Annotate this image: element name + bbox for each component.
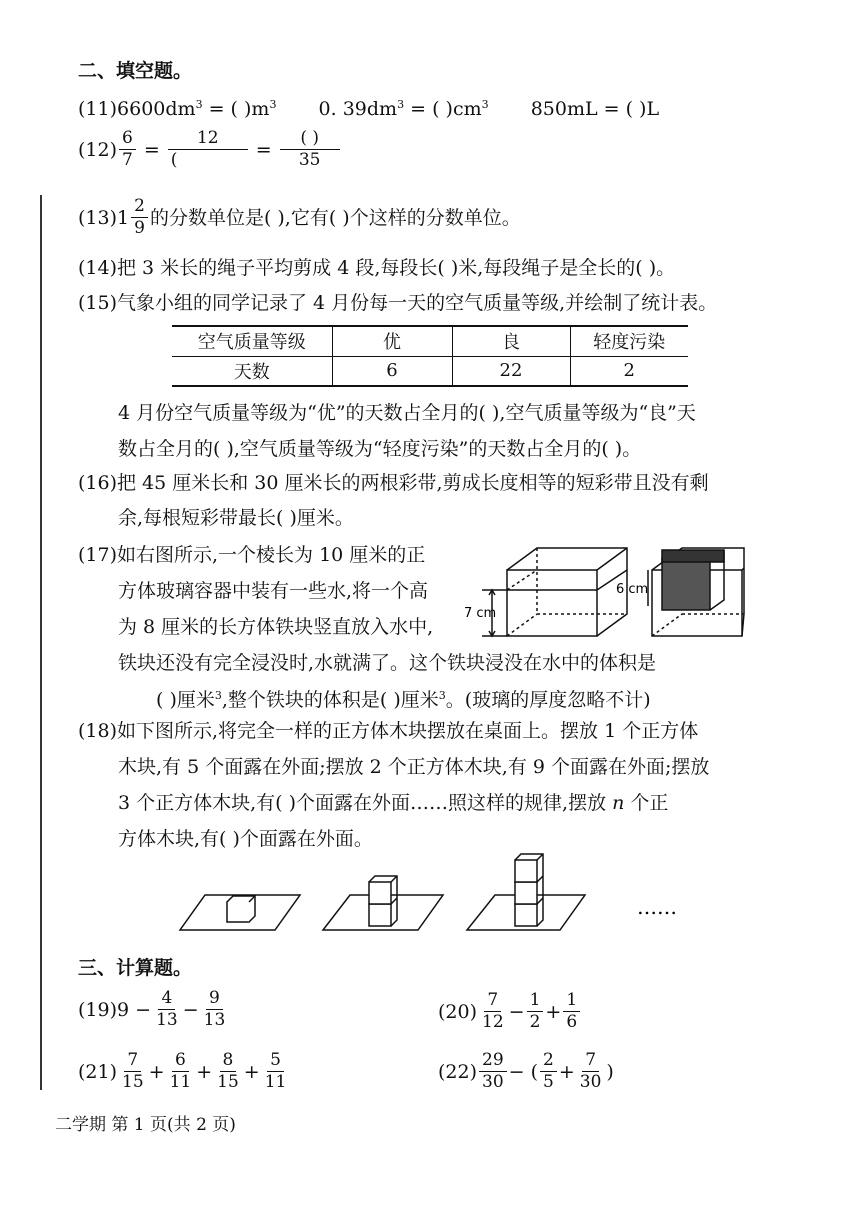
fraction xyxy=(527,992,544,1031)
question-14 xyxy=(78,255,675,281)
q18-line4: 方体木块,有( )个面露在外面。 xyxy=(118,828,373,850)
numerator: 2 xyxy=(540,1052,557,1072)
question-number: (11) xyxy=(78,98,118,120)
fraction xyxy=(119,1052,147,1091)
q18-line3 xyxy=(118,790,668,816)
numerator: 7 xyxy=(124,1052,141,1072)
stacked-cubes-figure xyxy=(175,850,775,940)
fraction xyxy=(563,992,580,1031)
fraction xyxy=(479,1052,507,1091)
numerator: 5 xyxy=(267,1052,284,1072)
q11-part1: 6600dm xyxy=(117,98,196,120)
table-header-row xyxy=(172,326,688,356)
denominator: 6 xyxy=(566,1012,578,1032)
cube-stack-2 xyxy=(369,876,397,926)
denominator: 13 xyxy=(156,1010,178,1030)
denominator: 7 xyxy=(122,150,133,170)
denominator: 12 xyxy=(482,1012,504,1032)
fraction xyxy=(262,1052,290,1091)
operator: − xyxy=(508,1000,525,1023)
denominator: 11 xyxy=(264,1072,287,1092)
q18-line3-text: 3 个正方体木块,有( )个面露在外面……照这样的规律,摆放 xyxy=(118,792,613,814)
question-number: (18) xyxy=(78,720,118,742)
question-11 xyxy=(78,92,659,122)
glass-cube-with-water xyxy=(482,548,627,636)
dimension-label-6cm: 6 cm xyxy=(616,582,649,597)
question-number: (13) xyxy=(78,206,118,229)
question-text: 如下图所示,将完全一样的正方体木块摆放在桌面上。摆放 1 个正方体 xyxy=(117,720,699,742)
q11-part2: 0. 39dm xyxy=(318,98,398,120)
denominator: 35 xyxy=(298,150,321,170)
numerator: 6 xyxy=(172,1052,189,1072)
q17-line4: 铁块还没有完全浸没时,水就满了。这个铁块浸没在水中的体积是 xyxy=(118,652,657,674)
numerator: 1 xyxy=(527,992,544,1012)
close-paren: ) xyxy=(606,1060,614,1083)
question-text: 气象小组的同学记录了 4 月份每一天的空气质量等级,并绘制了统计表。 xyxy=(117,292,718,314)
q18-line3-text-end: 个正 xyxy=(624,792,669,814)
question-18 xyxy=(78,718,698,744)
denominator: 30 xyxy=(482,1072,504,1092)
fraction xyxy=(201,990,229,1029)
question-19 xyxy=(78,990,230,1029)
question-number: (20) xyxy=(438,1000,478,1023)
question-number: (17) xyxy=(78,544,118,566)
question-22 xyxy=(438,1052,614,1091)
q17-note: 。(玻璃的厚度忽略不计) xyxy=(445,689,651,711)
denominator: 5 xyxy=(543,1072,554,1092)
section-2-title: 二、填空题。 xyxy=(78,60,193,82)
cube-stack-1 xyxy=(227,896,255,922)
dimension-label-7cm: 7 cm xyxy=(464,606,497,621)
table-cell: 轻度污染 xyxy=(570,326,688,356)
q17-line3: 为 8 厘米的长方体铁块竖直放入水中, xyxy=(118,616,434,638)
q17-blank1: ( )厘米 xyxy=(156,689,215,711)
operator: − xyxy=(182,998,199,1021)
table-cell: 空气质量等级 xyxy=(172,326,332,356)
ellipsis: …… xyxy=(637,895,677,919)
numerator: 29 xyxy=(479,1052,507,1072)
question-12 xyxy=(78,130,342,169)
equals-sign: = xyxy=(143,138,160,161)
question-text: 如右图所示,一个棱长为 10 厘米的正 xyxy=(117,544,426,566)
table-cell: 2 xyxy=(570,356,688,386)
question-text: 的分数单位是( ),它有( )个这样的分数单位。 xyxy=(149,206,521,229)
fraction xyxy=(479,992,507,1031)
fraction xyxy=(577,1052,605,1091)
question-number: (22) xyxy=(438,1060,478,1083)
glass-cube-with-iron-block xyxy=(648,548,744,636)
question-13 xyxy=(78,198,521,237)
denominator: 13 xyxy=(203,1010,226,1030)
question-number: (19) xyxy=(78,998,118,1021)
q15-text-line2: 4 月份空气质量等级为“优”的天数占全月的( ),空气质量等级为“良”天 xyxy=(118,402,696,424)
question-20 xyxy=(438,992,582,1031)
table-cell: 良 xyxy=(452,326,570,356)
q11-part1-blank: = ( )m xyxy=(202,98,270,120)
question-number: (21) xyxy=(78,1060,118,1083)
q11-part3: 850mL = ( )L xyxy=(530,98,660,120)
numerator: 6 xyxy=(119,130,136,150)
fraction xyxy=(280,130,340,169)
fraction xyxy=(214,1052,242,1091)
table-cell: 天数 xyxy=(172,356,332,386)
question-number: (16) xyxy=(78,472,118,494)
numerator: 7 xyxy=(582,1052,599,1072)
question-number: (14) xyxy=(78,257,118,279)
numerator: 8 xyxy=(220,1052,237,1072)
superscript: 3 xyxy=(195,98,203,111)
numerator: 1 xyxy=(563,992,580,1012)
denominator: 11 xyxy=(169,1072,192,1092)
superscript: 3 xyxy=(397,98,405,111)
operator: + xyxy=(196,1060,213,1083)
operator: + xyxy=(545,1000,562,1023)
cube-stack-3 xyxy=(515,854,543,926)
question-text: 把 3 米长的绳子平均剪成 4 段,每段长( )米,每段绳子是全长的( )。 xyxy=(117,257,676,279)
superscript: 3 xyxy=(438,689,446,702)
denominator: 9 xyxy=(134,218,145,238)
question-text: 把 45 厘米长和 30 厘米长的两根彩带,剪成长度相等的短彩带且没有剩 xyxy=(117,472,709,494)
numerator: 12 xyxy=(168,130,248,150)
question-number: (15) xyxy=(78,292,118,314)
mixed-number-whole: 1 xyxy=(117,206,130,229)
question-21 xyxy=(78,1052,291,1091)
numerator: 7 xyxy=(484,992,501,1012)
denominator: ( xyxy=(170,150,178,170)
table-cell: 优 xyxy=(332,326,452,356)
table-row xyxy=(172,356,688,386)
q11-part2-blank: = ( )cm xyxy=(404,98,482,120)
variable-n: n xyxy=(612,792,625,814)
question-15 xyxy=(78,290,717,316)
q17-line2: 方体玻璃容器中装有一些水,将一个高 xyxy=(118,580,429,602)
q17-blank2: ,整个铁块的体积是( )厘米 xyxy=(221,689,439,711)
denominator: 30 xyxy=(579,1072,602,1092)
numerator: 4 xyxy=(158,990,175,1010)
section-3-title: 三、计算题。 xyxy=(78,957,193,979)
q16-text-line2: 余,每根短彩带最长( )厘米。 xyxy=(118,507,354,529)
fraction xyxy=(540,1052,557,1091)
q18-line2: 木块,有 5 个面露在外面;摆放 2 个正方体木块,有 9 个面露在外面;摆放 xyxy=(118,756,710,778)
fraction xyxy=(153,990,181,1029)
equals-sign: = xyxy=(255,138,272,161)
page-footer: 二学期 第 1 页(共 2 页) xyxy=(55,1115,236,1135)
q15-text-line3: 数占全月的( ),空气质量等级为“轻度污染”的天数占全月的( )。 xyxy=(118,438,642,460)
fraction xyxy=(131,198,148,237)
table-cell: 6 xyxy=(332,356,452,386)
operator: + xyxy=(148,1060,165,1083)
fraction xyxy=(119,130,136,169)
question-17 xyxy=(78,542,425,568)
question-number: (12) xyxy=(78,138,118,161)
numerator: ( ) xyxy=(280,130,340,150)
numerator: 9 xyxy=(206,990,223,1010)
superscript: 3 xyxy=(214,689,222,702)
cube-container-figure xyxy=(462,540,752,645)
q17-line5 xyxy=(156,683,651,713)
denominator: 2 xyxy=(529,1012,541,1032)
air-quality-table xyxy=(172,325,688,387)
denominator: 15 xyxy=(122,1072,144,1092)
expression-term: 9 − xyxy=(117,998,152,1021)
fraction xyxy=(168,130,248,169)
denominator: 15 xyxy=(217,1072,239,1092)
numerator: 2 xyxy=(131,198,148,218)
operator: + xyxy=(243,1060,260,1083)
binding-margin-line xyxy=(40,195,42,1090)
superscript: 3 xyxy=(481,98,489,111)
question-16 xyxy=(78,470,709,496)
fraction xyxy=(167,1052,195,1091)
operator: + xyxy=(558,1060,575,1083)
table-cell: 22 xyxy=(452,356,570,386)
operator: − ( xyxy=(508,1060,539,1083)
superscript: 3 xyxy=(269,98,277,111)
